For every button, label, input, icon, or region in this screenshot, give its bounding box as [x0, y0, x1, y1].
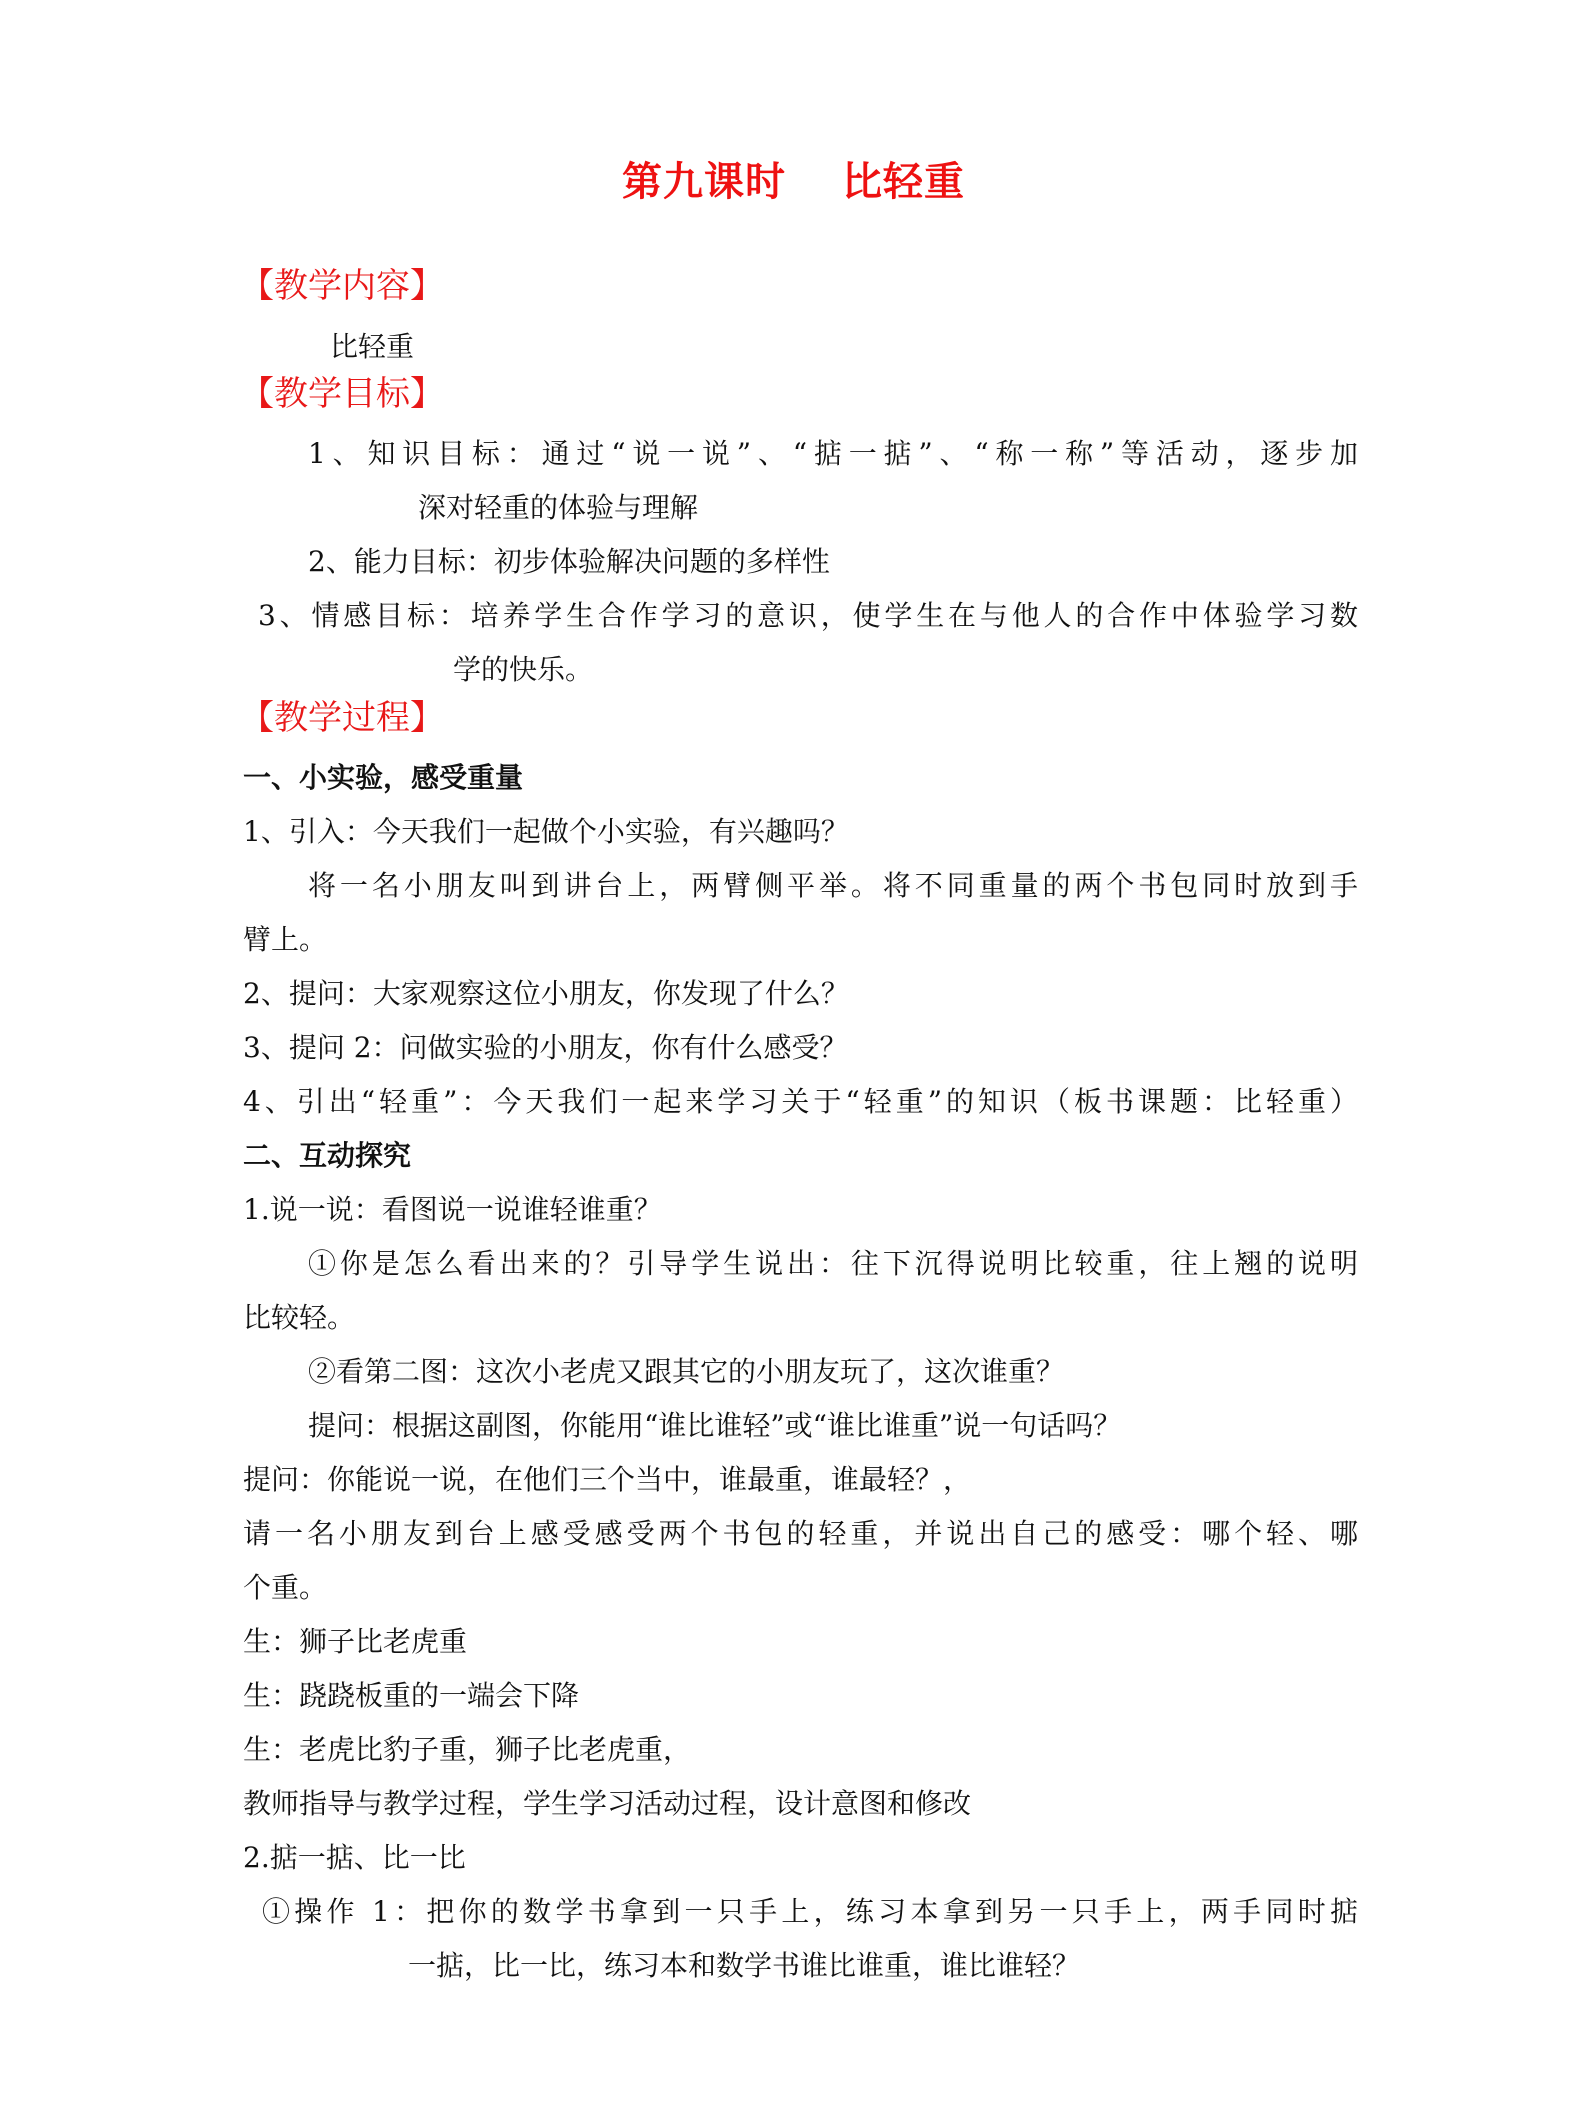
section-heading-content: 【教学内容】	[240, 266, 444, 306]
process-line: 一掂，比一比，练习本和数学书谁比谁重，谁比谁轻？	[408, 1949, 1081, 1982]
objective-item-3: 3、情感目标：培养学生合作学习的意识，使学生在与他人的合作中体验学习数	[258, 599, 1358, 632]
process-line: 1.说一说：看图说一说谁轻谁重？	[243, 1193, 662, 1226]
process-line: 2、提问：大家观察这位小朋友，你发现了什么？	[243, 977, 849, 1010]
process-line: 2.掂一掂、比一比	[243, 1841, 466, 1874]
process-line: 教师指导与教学过程，学生学习活动过程，设计意图和修改	[243, 1787, 972, 1820]
student-answer: 生：狮子比老虎重	[243, 1625, 468, 1658]
process-line: ①你是怎么看出来的？引导学生说出：往下沉得说明比较重，往上翘的说明	[308, 1247, 1358, 1280]
process-line: 请一名小朋友到台上感受感受两个书包的轻重，并说出自己的感受：哪个轻、哪	[243, 1517, 1358, 1550]
objective-item-3-cont: 学的快乐。	[453, 653, 594, 686]
objective-item-1: 1、知识目标：通过“说一说”、“掂一掂”、“称一称”等活动，逐步加	[308, 437, 1358, 470]
process-line: ①操作 1：把你的数学书拿到一只手上，练习本拿到另一只手上，两手同时掂	[262, 1895, 1358, 1928]
student-answer: 生：老虎比豹子重，狮子比老虎重，	[243, 1733, 692, 1766]
objective-item-2: 2、能力目标：初步体验解决问题的多样性	[308, 545, 830, 578]
process-line: 个重。	[243, 1571, 328, 1604]
section-heading-objectives: 【教学目标】	[240, 374, 444, 414]
page-title: 第九课时 比轻重	[622, 159, 965, 205]
part2-title: 二、互动探究	[243, 1139, 412, 1172]
process-line: 提问：根据这副图，你能用“谁比谁轻”或“谁比谁重”说一句话吗？	[308, 1409, 1122, 1442]
section-heading-process: 【教学过程】	[240, 698, 444, 738]
process-line: 比较轻。	[243, 1301, 356, 1334]
objective-item-1-cont: 深对轻重的体验与理解	[418, 491, 699, 524]
content-body: 比轻重	[330, 330, 415, 363]
process-line: 臂上。	[243, 923, 328, 956]
process-line: 4、引出“轻重”：今天我们一起来学习关于“轻重”的知识（板书课题：比轻重）	[243, 1085, 1358, 1118]
part1-title: 一、小实验，感受重量	[243, 761, 524, 794]
process-line: 将一名小朋友叫到讲台上，两臂侧平举。将不同重量的两个书包同时放到手	[308, 869, 1358, 902]
process-line: ②看第二图：这次小老虎又跟其它的小朋友玩了，这次谁重？	[308, 1355, 1065, 1388]
process-line: 1、引入：今天我们一起做个小实验，有兴趣吗？	[243, 815, 849, 848]
process-line: 提问：你能说一说，在他们三个当中，谁最重，谁最轻？，	[243, 1463, 972, 1496]
student-answer: 生：跷跷板重的一端会下降	[243, 1679, 580, 1712]
process-line: 3、提问 2：问做实验的小朋友，你有什么感受？	[243, 1031, 848, 1064]
